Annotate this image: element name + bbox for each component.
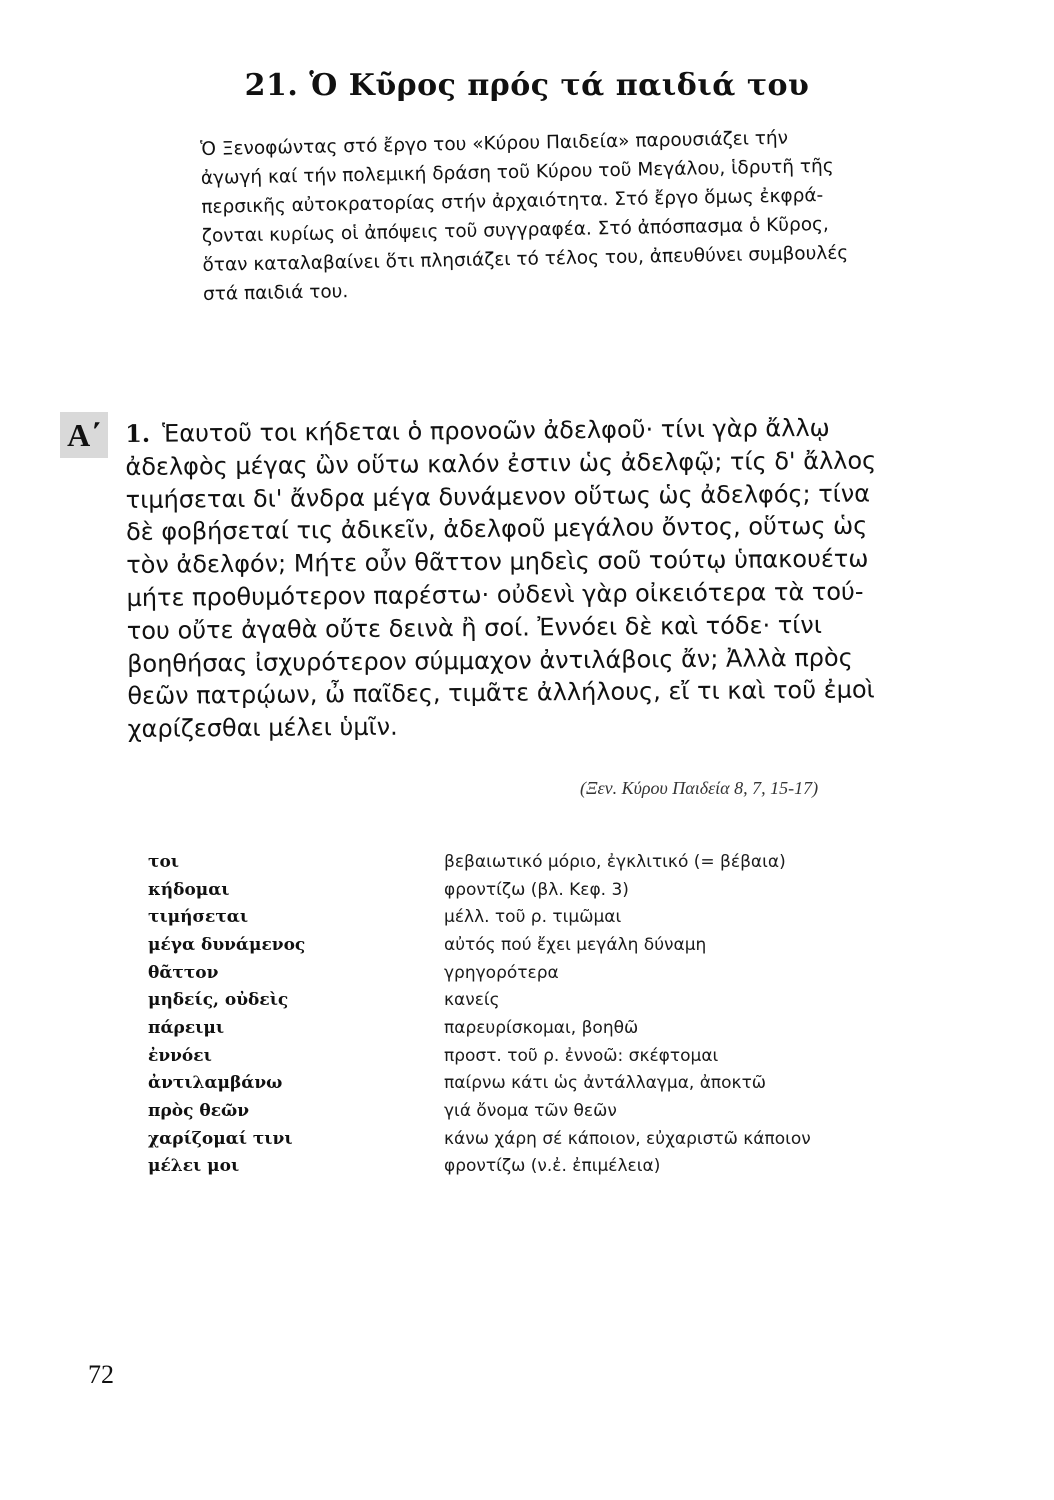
glossary-definition: παρευρίσκομαι, βοηθῶ xyxy=(444,1017,639,1038)
passage-line: του οὔτε ἀγαθὰ οὔτε δεινὰ ἢ σοί. Ἐννόει δὲ καὶ τόδε· τίνι xyxy=(126,610,822,645)
chapter-title: 21. Ὁ Κῦρος πρός τά παιδιά του xyxy=(244,68,810,103)
glossary-term: μέγα δυνάμενος xyxy=(148,934,306,955)
glossary-row xyxy=(148,1042,948,1070)
glossary-definition: παίρνω κάτι ὡς ἀντάλλαγμα, ἀποκτῶ xyxy=(444,1073,767,1094)
passage-line: θεῶν πατρῴων, ὦ παῖδες, τιμᾶτε ἀλλήλους, εἴ τι καὶ τοῦ ἐμοὶ xyxy=(127,675,875,711)
glossary-definition: φροντίζω (βλ. Κεφ. 3) xyxy=(444,879,629,900)
intro-line: ζονται κυρίως οἱ ἀπόψεις τοῦ συγγραφέα. Στό ἀπόσπασμα ὁ Κῦρος, xyxy=(201,213,829,247)
glossary-definition: κανείς xyxy=(444,990,500,1011)
glossary-row xyxy=(148,903,948,931)
intro-line: ἀγωγή καί τήν πολεμική δράση τοῦ Κύρου τοῦ Μεγάλου, ἱδρυτῆ τῆς xyxy=(200,155,834,189)
glossary-row xyxy=(148,1014,948,1042)
section-badge: Α΄ xyxy=(60,412,108,458)
intro-paragraph xyxy=(200,121,943,309)
glossary-row xyxy=(148,1070,948,1098)
glossary-term: χαρίζομαί τινι xyxy=(148,1128,293,1149)
glossary-row xyxy=(148,1153,948,1181)
glossary-term: πρὸς θεῶν xyxy=(148,1101,250,1122)
glossary-row xyxy=(148,1125,948,1153)
glossary-row xyxy=(148,986,948,1014)
glossary-term: θᾶττον xyxy=(148,962,219,983)
glossary-definition: αὐτός πού ἔχει μεγάλη δύναμη xyxy=(444,934,707,955)
intro-line: περσικῆς αὐτοκρατορίας στήν ἀρχαιότητα. Στό ἔργο ὅμως ἐκφρά- xyxy=(201,185,824,218)
glossary-term: ἀντιλαμβάνω xyxy=(148,1073,283,1094)
glossary-term: τοι xyxy=(148,851,180,872)
glossary-row xyxy=(148,876,948,904)
glossary-table xyxy=(148,848,948,1180)
passage-line: ἀδελφὸς μέγας ὢν οὕτω καλόν ἐστιν ὡς ἀδελφῷ; τίς δ' ἄλλος xyxy=(125,446,877,481)
passage-line: τιμήσεται δι' ἄνδρα μέγα δυνάμενον οὕτως ὡς ἀδελφός; τίνα xyxy=(125,479,871,514)
intro-line: ὅταν καταλαβαίνει ὅτι πλησιάζει τό τέλος του, ἀπευθύνει συμβουλές xyxy=(202,242,849,276)
intro-line: Ὁ Ξενοφώντας στό ἔργο του «Κύρου Παιδεία» παρουσιάζει τήν xyxy=(200,127,789,160)
glossary-row xyxy=(148,848,948,876)
glossary-row xyxy=(148,931,948,959)
glossary-term: μέλει μοι xyxy=(148,1156,240,1177)
glossary-term: τιμήσεται xyxy=(148,907,249,928)
glossary-term: κήδομαι xyxy=(148,879,230,900)
page-number: 72 xyxy=(88,1360,114,1389)
glossary-definition: κάνω χάρη σέ κάποιον, εὐχαριστῶ κάποιον xyxy=(444,1128,811,1149)
source-citation: (Ξεν. Κύρου Παιδεία 8, 7, 15-17) xyxy=(580,778,819,798)
passage-line: δὲ φοβήσεταί τις ἀδικεῖν, ἀδελφοῦ μεγάλου ὄντος, οὕτως ὡς xyxy=(125,511,868,547)
glossary-definition: βεβαιωτικό μόριο, ἐγκλιτικό (= βέβαια) xyxy=(444,851,786,872)
greek-passage xyxy=(125,411,978,746)
glossary-definition: γρηγορότερα xyxy=(444,962,559,983)
passage-number: 1. xyxy=(125,418,151,448)
glossary-definition: μέλλ. τοῦ ρ. τιμῶμαι xyxy=(444,907,622,928)
passage-line: μήτε προθυμότερον παρέστω· οὐδενὶ γὰρ οἰκειότερα τὰ τού- xyxy=(126,577,864,612)
glossary-row xyxy=(148,1097,948,1125)
glossary-term: ἐννόει xyxy=(148,1045,212,1066)
glossary-term: πάρειμι xyxy=(148,1017,225,1038)
glossary-definition: φροντίζω (ν.ἐ. ἐπιμέλεια) xyxy=(444,1156,661,1177)
glossary-definition: προστ. τοῦ ρ. ἐννοῶ: σκέφτομαι xyxy=(444,1045,719,1066)
passage-line: Ἑαυτοῦ τοι κήδεται ὁ προνοῶν ἀδελφοῦ· τίνι γὰρ ἄλλῳ xyxy=(162,413,830,448)
intro-line: στά παιδιά του. xyxy=(202,281,349,305)
glossary-row xyxy=(148,959,948,987)
passage-line: χαρίζεσθαι μέλει ὑμῖν. xyxy=(127,712,398,744)
glossary-term: μηδείς, οὐδεὶς xyxy=(148,990,289,1011)
passage-line: τὸν ἀδελφόν; Μήτε οὖν θᾶττον μηδεὶς σοῦ τούτῳ ὑπακουέτω xyxy=(126,544,869,580)
glossary-definition: γιά ὄνομα τῶν θεῶν xyxy=(444,1101,617,1122)
passage-line: βοηθήσας ἰσχυρότερον σύμμαχον ἀντιλάβοις ἄν; Ἀλλὰ πρὸς xyxy=(127,643,853,678)
